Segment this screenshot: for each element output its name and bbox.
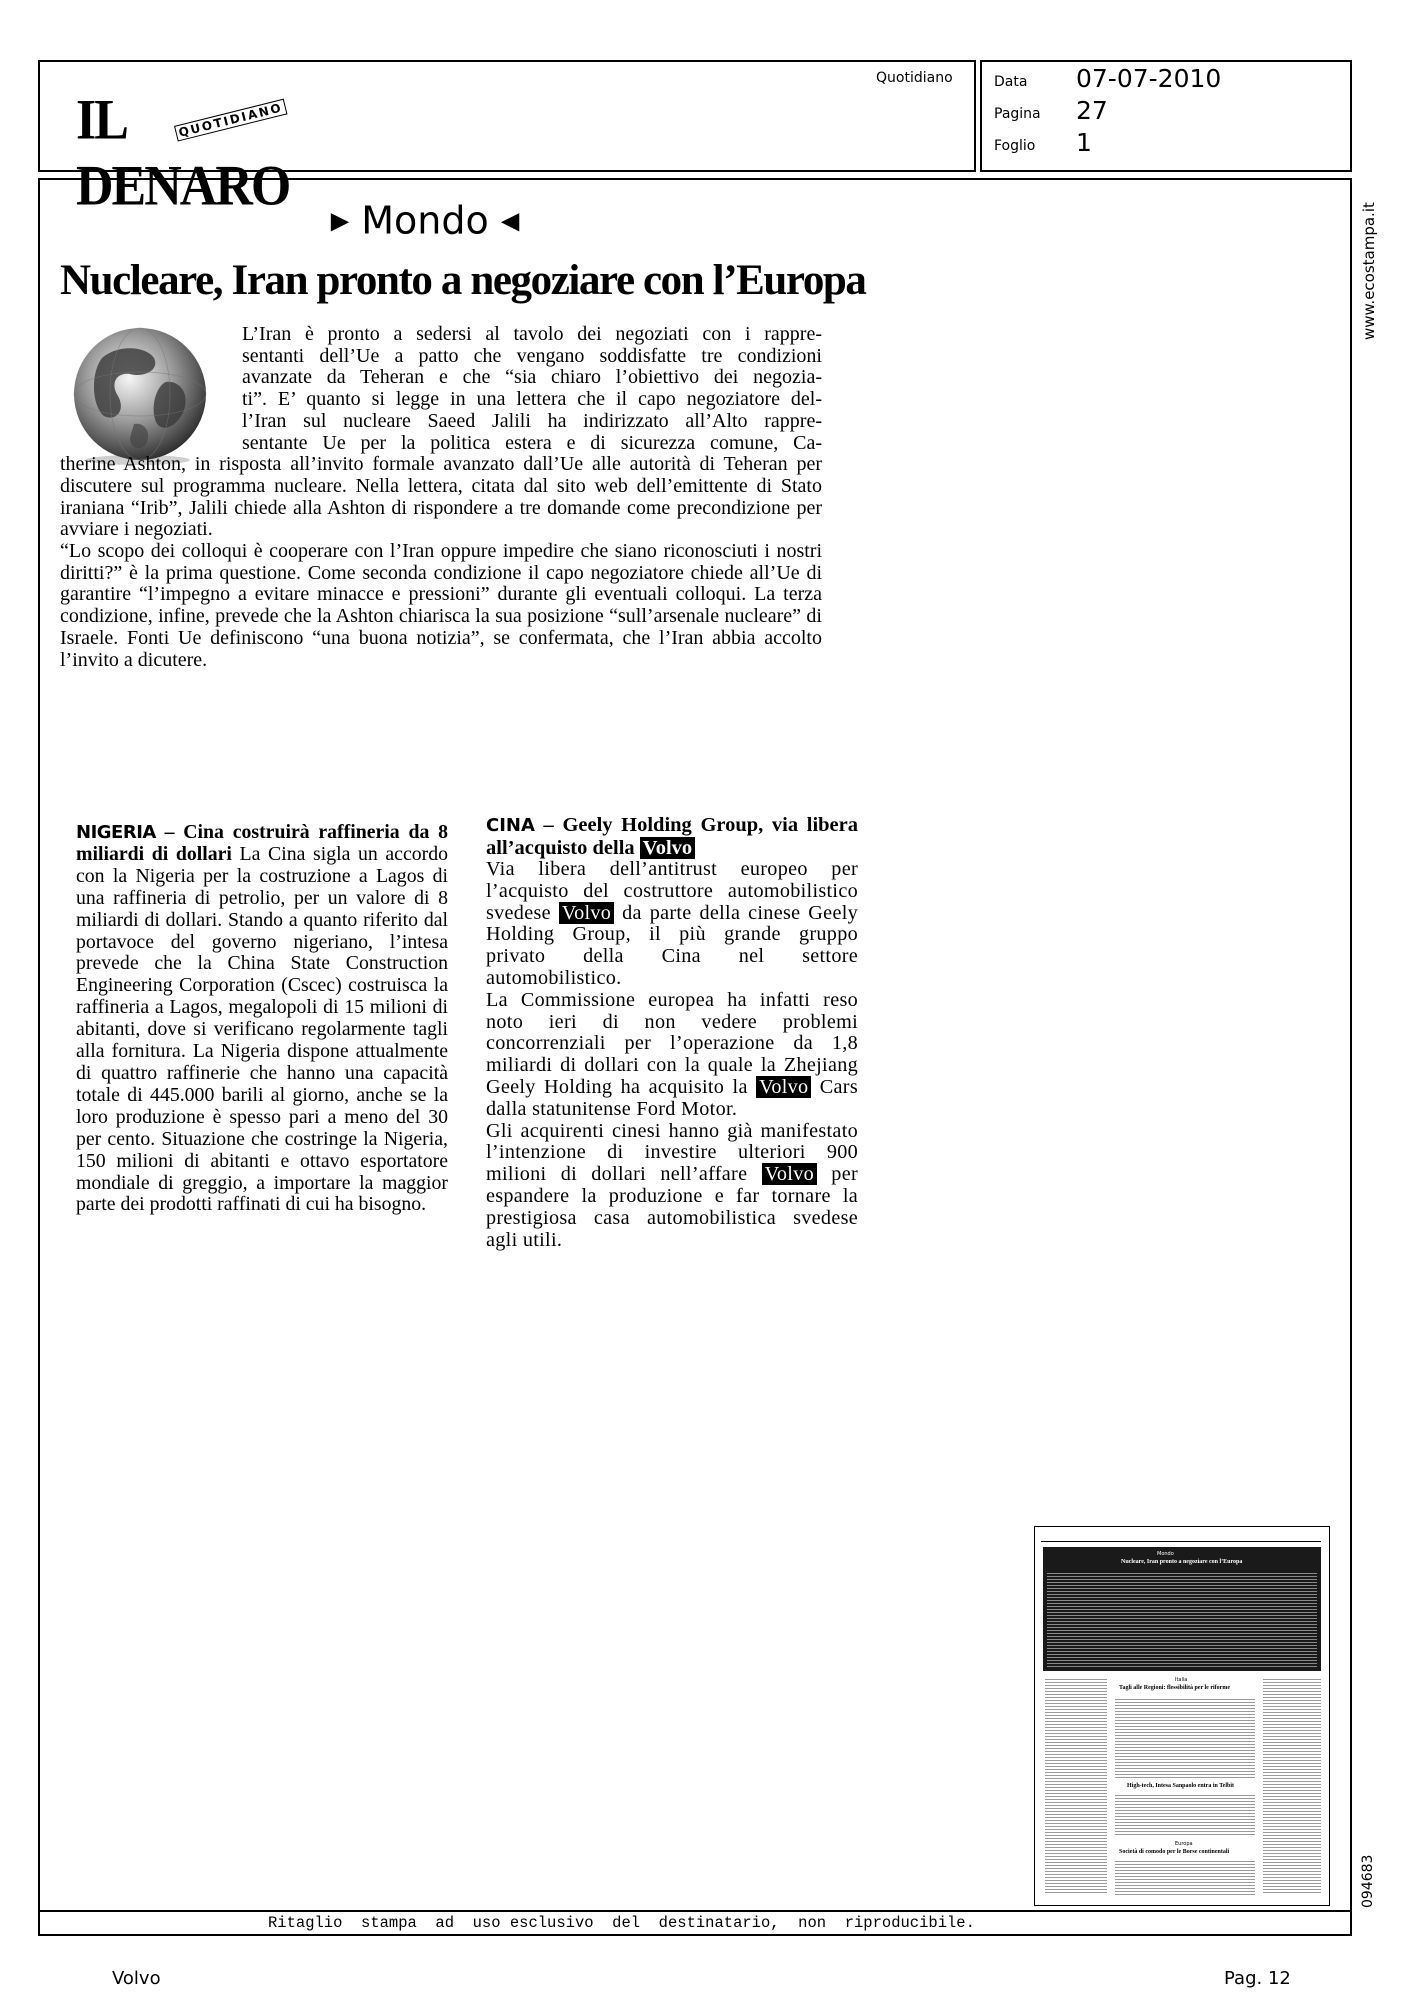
right-arrow-icon: ▶	[330, 206, 350, 235]
date-value: 07-07-2010	[1076, 64, 1222, 93]
cina-p3-text-a: Gli acquirenti cinesi hanno già manifestato l’intenzione di investire ulteriori 900 milioni di dollari nell’affare	[486, 1119, 858, 1186]
cina-headline: Geely Holding Group, via libera all’acquisto della	[486, 814, 859, 859]
cina-p2-text-a: La Commissione europea ha infatti reso noto ieri di non vedere problemi concorrenziali per l’operazione da 1,8 miliardi di dollari con la quale la Zhejiang Geely Holding ha acquisito la	[486, 988, 858, 1098]
cina-paragraph-2	[486, 990, 858, 1121]
volvo-highlight: Volvo	[559, 902, 614, 924]
volvo-highlight: Volvo	[756, 1076, 811, 1098]
publication-type: Quotidiano	[876, 70, 953, 86]
thumb-title-4: Società di comodo per le Borse continentali	[1119, 1849, 1230, 1855]
thumb-text-area-1	[1047, 1571, 1317, 1667]
bottom-topic-label: Volvo	[112, 1968, 161, 1989]
lead-line-5: l’Iran sul nucleare Saeed Jalili ha indirizzato all’Alto rappre-	[242, 409, 822, 432]
page-label: Pagina	[994, 106, 1041, 122]
cina-kicker: CINA	[486, 815, 535, 836]
page-value: 27	[1076, 96, 1108, 125]
footer-divider	[38, 1910, 1352, 1912]
cina-p1-text-b: da parte della cinese Geely Holding Group, il più grande gruppo privato della Cina nel settore automobilistico.	[486, 901, 859, 989]
sheet-label: Foglio	[994, 138, 1036, 154]
thumb-text-center	[1115, 1697, 1255, 1779]
thumb-header-line	[1041, 1541, 1321, 1542]
nigeria-headline: Cina costruirà raffineria da 8 miliardi di dollari	[76, 821, 448, 865]
lead-line-1: L’Iran è pronto a sedersi al tavolo dei negoziati con i rappre-	[242, 323, 822, 345]
nigeria-article	[76, 822, 448, 1216]
cina-dash: –	[534, 814, 563, 836]
lead-line-2: sentanti dell’Ue a patto che vengano soddisfatte tre condizioni	[242, 344, 822, 367]
thumb-text-center-3	[1115, 1859, 1255, 1895]
main-article-lead	[242, 324, 822, 454]
left-arrow-icon: ◀	[500, 206, 520, 235]
thumb-section-3: Europa	[1175, 1841, 1193, 1847]
main-headline: Nucleare, Iran pronto a negoziare con l’Europa	[60, 257, 866, 304]
thumb-title-1: Nucleare, Iran pronto a negoziare con l’Europa	[1121, 1559, 1243, 1565]
cina-p1-text-a: Via libera dell’antitrust europeo per l’acquisto del costruttore automobilistico svedese	[486, 858, 858, 924]
newspaper-logo	[76, 89, 316, 218]
section-header	[310, 196, 540, 243]
cina-paragraph-1	[486, 859, 858, 990]
page-thumbnail	[1034, 1526, 1330, 1906]
logo-text: IL DENARO	[76, 89, 290, 218]
main-paragraph-2: “Lo scopo dei colloqui è cooperare con l’Iran oppure impedire che siano riconosciuti i nostri diritti?” è la prima questione. Come seconda condizione il capo negoziatore chiede all’Ue di garantire “l’impegno a evitare minacce e pressioni” durante gli eventuali colloqui. La terza condizione, infine, prevede che la Ashton chiarisca la sua posizione “sull’arsenale nucleare” di Israele. Fonti Ue definiscono “una buona notizia”, se confermata, che l’Iran abbia accolto l’invito a dicutere.	[60, 540, 822, 671]
nigeria-dash: –	[155, 821, 184, 843]
nigeria-body: La Cina sigla un accordo con la Nigeria per la costruzione a Lagos di una raffineria di petrolio, per un valore di 8 miliardi di dollari. Stando a quanto riferito dal portavoce del governo nigeriano, l’intesa prevede che la China State Construction Engineering Corporation (Cscec) costruisca la raffineria a Lagos, megalopoli di 15 milioni di abitanti, dove si verificano regolarmente tagli alla fornitura. La Nigeria dispone attualmente di quattro raffinerie che hanno una capacità totale di 445.000 barili al giorno, anche se la loro produzione è spesso pari a meno del 30 per cento. Situazione che costringe la Nigeria, 150 milioni di abitanti e ottavo esportatore mondiale di greggio, a importare la maggior parte dei prodotti raffinati di cui ha bisogno.	[76, 842, 448, 1216]
volvo-highlight: Volvo	[762, 1163, 817, 1185]
cina-article	[486, 814, 858, 1251]
thumb-title-2: Tagli alle Regioni: flessibilità per le riforme	[1119, 1685, 1230, 1691]
lead-line-6: sentante Ue per la politica estera e di sicurezza comune, Ca-	[242, 431, 822, 454]
page-number: Pag. 12	[1224, 1968, 1291, 1989]
main-article	[60, 324, 822, 671]
main-paragraph-1-rest: therine Ashton, in risposta all’invito formale avanzato dall’Ue alle autorità di Teheran per discutere sul programma nucleare. Nella lettera, citata dal sito web dell’emittente di Stato iraniana “Irib”, Jalili chiede alla Ashton di rispondere a tre domande come precondizione per avviare i negoziati.	[60, 453, 822, 541]
volvo-highlight: Volvo	[640, 837, 695, 859]
cina-p3-text-b: per espandere la produzione e far tornare la prestigiosa casa automobilistica svedese agli utili.	[486, 1163, 858, 1251]
logo-subtitle: QUOTIDIANO	[174, 99, 287, 142]
cina-paragraph-3	[486, 1121, 858, 1252]
thumb-section-2: Italia	[1175, 1677, 1188, 1683]
cina-heading	[486, 814, 858, 859]
side-code: 094683	[1360, 1854, 1376, 1908]
section-label: Mondo	[361, 198, 489, 243]
lead-line-4: ti”. E’ quanto si legge in una lettera che il capo negoziatore del-	[242, 388, 822, 411]
cina-p2-text-b: Cars dalla statunitense Ford Motor.	[486, 1075, 858, 1120]
nigeria-kicker: NIGERIA	[76, 822, 156, 843]
thumb-section-1: Mondo	[1157, 1551, 1174, 1557]
date-label: Data	[994, 74, 1028, 90]
footer-notice: Ritaglio stampa ad uso esclusivo del destinatario, non riproducibile.	[268, 1914, 975, 1932]
cina-body	[486, 859, 858, 1251]
sheet-value: 1	[1076, 128, 1092, 157]
thumb-text-center-2	[1115, 1793, 1255, 1837]
watermark-url: www.ecostampa.it	[1360, 202, 1378, 340]
lead-line-3: avanzate da Teheran e che “sia chiaro l’obiettivo dei negozia-	[242, 366, 822, 389]
thumb-text-left	[1045, 1677, 1107, 1893]
thumb-title-3: High-tech, Intesa Sanpaolo entra in Telbit	[1127, 1783, 1235, 1789]
thumb-text-right	[1263, 1677, 1321, 1893]
